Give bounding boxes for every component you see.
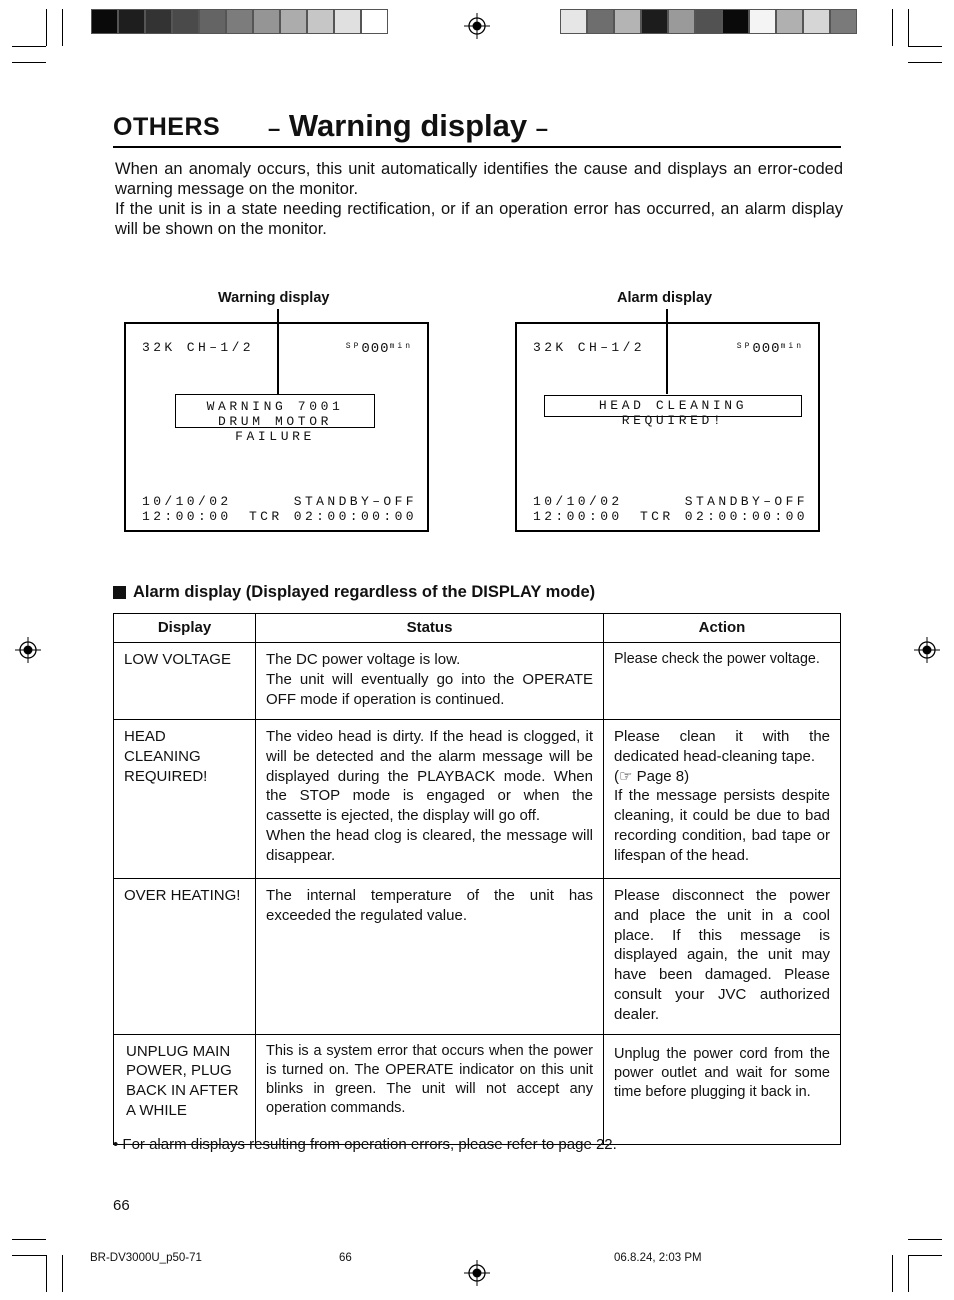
color-swatch [641,9,668,34]
alarm-section-title: Alarm display (Displayed regardless of the DISPLAY mode) [133,583,596,601]
counter-unit: min [389,342,413,351]
color-swatch [334,9,361,34]
alarm-message-box [544,395,802,428]
display-text: OVER HEATING! [124,887,241,904]
table-row [114,879,841,1035]
warning-display-label: Warning display [218,290,330,306]
display-text: A WHILE [126,1101,187,1119]
page-reference: (☞ Page 8) [614,767,690,785]
cell-action [604,643,841,720]
display-text: UNPLUG MAIN [126,1042,231,1060]
intro-paragraph: If the unit is in a state needing rectification, or if an operation error has occurred, an alarm display will be shown on the monitor. [115,200,843,238]
warning-message-line: DRUM MOTOR FAILURE [217,414,332,444]
display-text: LOW VOLTAGE [124,651,231,668]
cell-display [114,1034,256,1144]
color-swatch [587,9,614,34]
header-action: Action [604,614,841,643]
registration-mark-icon [464,1260,490,1286]
color-swatch [361,9,388,34]
display-text: HEAD CLEANING [124,728,201,765]
color-calibration-bar-left [91,9,388,34]
warning-message-line: WARNING 7001 [206,399,344,414]
mode-readout: STANDBY–OFF [684,494,808,509]
color-swatch [91,9,118,34]
page-number: 66 [113,1197,130,1214]
cell-action [604,720,841,879]
status-text: The unit will eventually go into the OPERATE OFF mode if operation is continued. [266,670,593,708]
counter-value: 000 [752,341,781,357]
color-swatch [830,9,857,34]
color-swatch [776,9,803,34]
status-text: The video head is dirty. If the head is clogged, it will be detected and the alarm message will be displayed during the PLAYBACK mode. When the STOP mode is engaged or when the cassette is ejected, the display will go off. [266,728,593,825]
counter-value: 000 [361,341,390,357]
mode-readout: STANDBY–OFF [293,494,417,509]
table-row [114,720,841,879]
footer-file: BR-DV3000U_p50-71 [90,1252,202,1264]
color-swatch [199,9,226,34]
table-row [114,1034,841,1144]
alarm-monitor-screen [515,322,820,532]
cell-action [604,1034,841,1144]
footer-date: 06.8.24, 2:03 PM [614,1252,702,1264]
intro-paragraph: When an anomaly occurs, this unit automatically identifies the cause and displays an error-coded warning message on the monitor. [115,160,843,198]
color-swatch [560,9,587,34]
color-swatch [118,9,145,34]
action-text: Please clean it with the dedicated head-cleaning tape. [614,728,830,765]
warning-monitor-screen [124,322,429,532]
page-title [268,108,548,144]
table-row [114,643,841,720]
title-dash-right: – [535,116,549,141]
table-header-row [114,614,841,643]
page-title-text: Warning display [288,108,528,143]
color-swatch [280,9,307,34]
color-swatch [695,9,722,34]
color-swatch [145,9,172,34]
registration-mark-icon [15,637,41,663]
cell-status [256,879,604,1035]
counter-unit: min [780,342,804,351]
timecode-readout: TCR 02:00:00:00 [639,509,808,524]
registration-mark-icon [464,13,490,39]
tape-speed: SP [736,342,753,351]
title-dash-left: – [268,116,281,141]
cell-display [114,879,256,1035]
time-readout: 12:00:00 [533,509,623,524]
section-label: OTHERS [113,113,221,141]
cell-action [604,879,841,1035]
title-rule [113,146,841,148]
footer-page: 66 [339,1252,352,1264]
cell-status [256,1034,604,1144]
action-text: Please check the power voltage. [614,651,820,667]
color-calibration-bar-right [560,9,857,34]
status-text: When the head clog is cleared, the message will disappear. [266,826,593,864]
date-readout: 10/10/02 [533,494,623,509]
channel-info: 32K CH–1/2 [533,340,646,355]
cell-status [256,720,604,879]
alarm-message-line: HEAD CLEANING REQUIRED! [598,398,748,428]
color-swatch [253,9,280,34]
warning-message-box [175,394,375,444]
header-status: Status [256,614,604,643]
tape-counter [737,341,804,357]
intro-text [115,159,843,239]
timecode-readout: TCR 02:00:00:00 [248,509,417,524]
alarm-display-label: Alarm display [617,290,713,306]
color-swatch [614,9,641,34]
footnote: • For alarm displays resulting from operation errors, please refer to page 22. [113,1136,617,1153]
status-text: The DC power voltage is low. [266,651,461,668]
color-swatch [749,9,776,34]
action-text: Unplug the power cord from the power outlet and wait for some time before plugging it back in. [614,1045,830,1100]
alarm-section-heading [113,583,595,602]
color-swatch [172,9,199,34]
display-text: BACK IN AFTER [126,1082,239,1100]
display-text: POWER, PLUG [126,1062,232,1080]
registration-mark-icon [914,637,940,663]
bullet-square-icon [113,586,126,599]
tape-speed: SP [345,342,362,351]
color-swatch [226,9,253,34]
color-swatch [722,9,749,34]
color-swatch [803,9,830,34]
date-readout: 10/10/02 [142,494,232,509]
action-text: If the message persists despite cleaning, it could be due to bad recording condition, bad tape or lifespan of the head. [614,787,830,864]
status-text: The internal temperature of the unit has exceeded the regulated value. [266,887,593,924]
channel-info: 32K CH–1/2 [142,340,255,355]
action-text: Please disconnect the power and place the unit in a cool place. If this message is displayed again, the unit may have been damaged. Please consult your JVC authorized dealer. [614,887,830,1023]
display-text: REQUIRED! [124,767,208,785]
cell-status [256,643,604,720]
cell-display [114,720,256,879]
color-swatch [668,9,695,34]
time-readout: 12:00:00 [142,509,232,524]
status-text: This is a system error that occurs when the power is turned on. The OPERATE indicator on this unit blinks in green. The unit will not accept any operation commands. [266,1042,593,1116]
cell-display [114,643,256,720]
alarm-table [113,613,841,1145]
color-swatch [307,9,334,34]
tape-counter [346,341,413,357]
header-display: Display [114,614,256,643]
